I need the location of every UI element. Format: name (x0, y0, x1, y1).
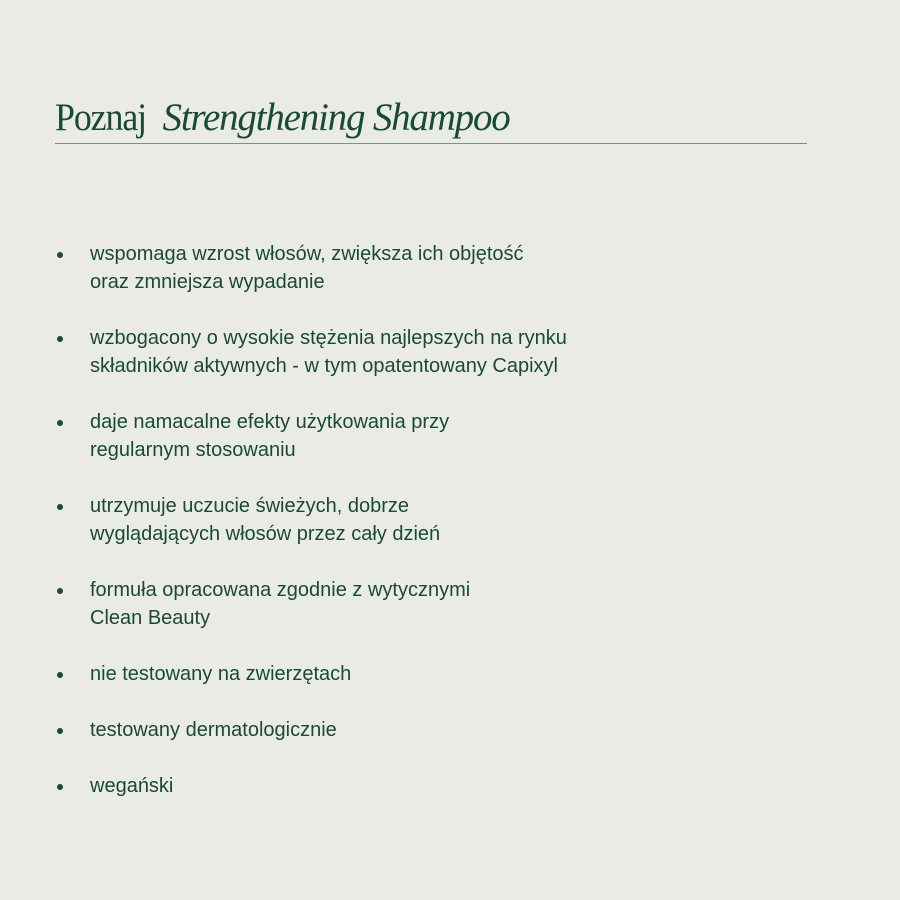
list-item-line: daje namacalne efekty użytkowania przy (90, 411, 450, 433)
bullet-icon (57, 728, 63, 734)
list-item (55, 576, 775, 632)
bullet-icon (57, 336, 63, 342)
list-item (55, 492, 775, 548)
bullet-icon (57, 672, 63, 678)
list-item (55, 660, 775, 688)
list-item-line: składników aktywnych - w tym opatentowany Capixyl (90, 355, 558, 377)
title-divider (55, 143, 807, 144)
page-title (55, 92, 510, 144)
list-item (55, 408, 775, 464)
feature-list (55, 240, 775, 800)
list-item-line: formuła opracowana zgodnie z wytycznymi (90, 579, 471, 601)
list-item (55, 240, 775, 296)
list-item-line: testowany dermatologicznie (90, 719, 337, 741)
bullet-icon (57, 420, 63, 426)
title-plain-part: Poznaj (55, 96, 147, 139)
list-item-line: wzbogacony o wysokie stężenia najlepszych na rynku (90, 327, 567, 349)
list-item-line: wspomaga wzrost włosów, zwiększa ich objętość (90, 243, 524, 265)
list-item (55, 772, 775, 800)
list-item (55, 324, 775, 380)
title-product-name: Strengthening Shampoo (162, 96, 510, 139)
bullet-icon (57, 784, 63, 790)
list-item-line: nie testowany na zwierzętach (90, 663, 352, 685)
bullet-icon (57, 252, 63, 258)
list-item-line: wegański (90, 775, 174, 797)
list-item-line: regularnym stosowaniu (90, 439, 296, 461)
list-item-line: utrzymuje uczucie świeżych, dobrze (90, 495, 410, 517)
list-item (55, 716, 775, 744)
list-item-line: wyglądających włosów przez cały dzień (90, 523, 441, 545)
list-item-line: oraz zmniejsza wypadanie (90, 271, 325, 293)
bullet-icon (57, 504, 63, 510)
bullet-icon (57, 588, 63, 594)
list-item-line: Clean Beauty (90, 607, 211, 629)
